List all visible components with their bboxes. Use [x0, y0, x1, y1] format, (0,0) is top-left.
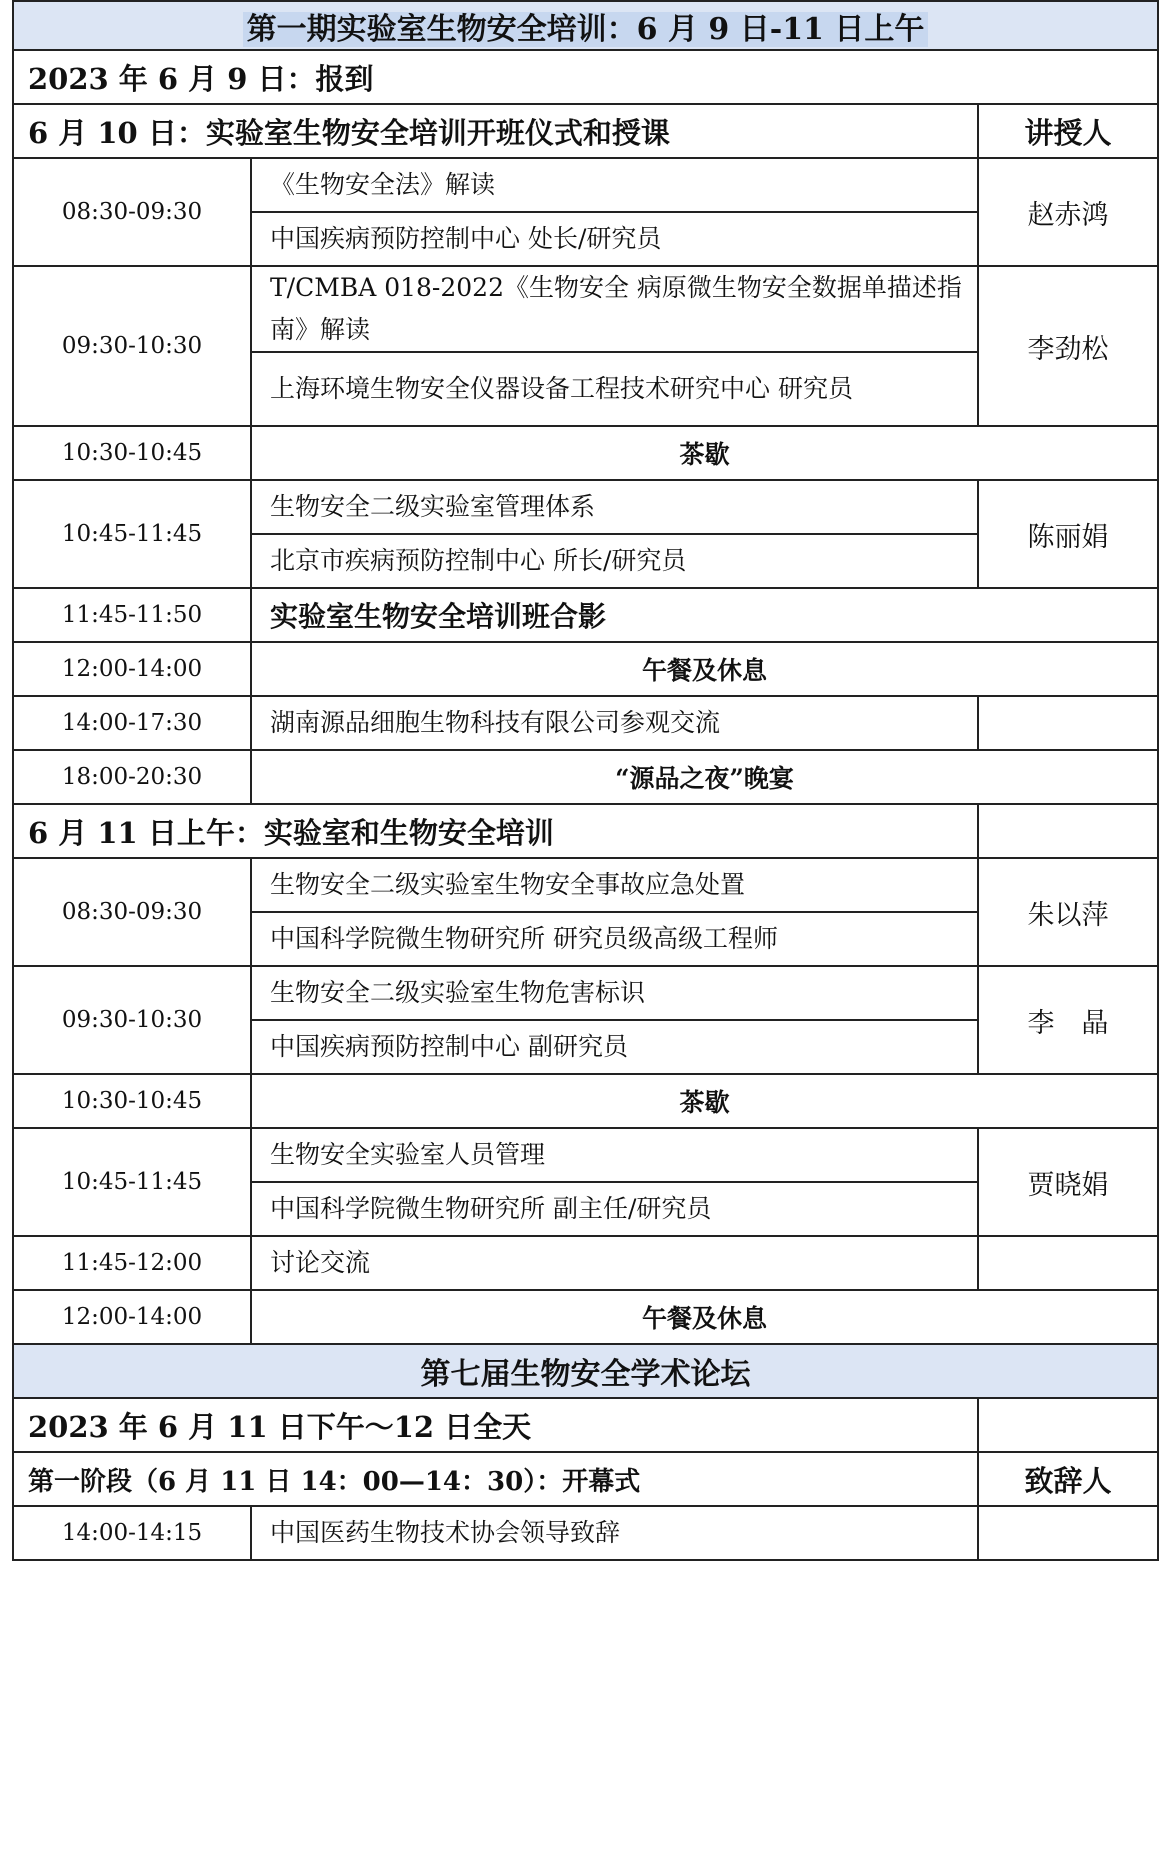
discussion-label: 讨论交流 [251, 1236, 978, 1290]
session-affiliation: 中国疾病预防控制中心 副研究员 [251, 1020, 978, 1074]
session-topic: 生物安全实验室人员管理 [251, 1128, 978, 1182]
schedule-table [12, 0, 1159, 1561]
session-row [13, 966, 1158, 1020]
session-row [13, 858, 1158, 912]
session-time: 08:30-09:30 [13, 158, 251, 266]
session-affiliation: 上海环境生物安全仪器设备工程技术研究中心 研究员 [251, 352, 978, 426]
tea-break-label: 茶歇 [251, 1074, 1158, 1128]
dinner-time: 18:00-20:30 [13, 750, 251, 804]
lunch-time: 12:00-14:00 [13, 642, 251, 696]
forum-title: 第七届生物安全学术论坛 [13, 1344, 1158, 1398]
empty-speaker-cell [978, 696, 1158, 750]
session-speaker: 赵赤鸿 [978, 158, 1158, 266]
session-affiliation: 中国疾病预防控制中心 处长/研究员 [251, 212, 978, 266]
session-time: 09:30-10:30 [13, 966, 251, 1074]
lunch-label: 午餐及休息 [251, 1290, 1158, 1344]
session-topic: 《生物安全法》解读 [251, 158, 978, 212]
break-time: 10:30-10:45 [13, 426, 251, 480]
tea-break-label: 茶歇 [251, 426, 1158, 480]
session-time: 10:45-11:45 [13, 480, 251, 588]
training-title: 第一期实验室生物安全培训：6 月 9 日-11 日上午 [243, 12, 929, 47]
stage1-header: 第一阶段（6 月 11 日 14：00—14：30）：开幕式 [13, 1452, 978, 1506]
break-time: 10:30-10:45 [13, 1074, 251, 1128]
session-row [13, 158, 1158, 212]
day1-header: 2023 年 6 月 9 日：报到 [13, 50, 1158, 104]
training-title-band [13, 1, 1158, 50]
session-speaker: 贾晓娟 [978, 1128, 1158, 1236]
visit-time: 14:00-17:30 [13, 696, 251, 750]
session-speaker: 朱以萍 [978, 858, 1158, 966]
session-time: 10:45-11:45 [13, 1128, 251, 1236]
session-topic: 生物安全二级实验室生物危害标识 [251, 966, 978, 1020]
day3-header: 6 月 11 日上午：实验室和生物安全培训 [13, 804, 978, 858]
session-time: 08:30-09:30 [13, 858, 251, 966]
session-row [13, 480, 1158, 534]
session-row [13, 1128, 1158, 1182]
session-affiliation: 中国科学院微生物研究所 研究员级高级工程师 [251, 912, 978, 966]
lunch-time: 12:00-14:00 [13, 1290, 251, 1344]
session-affiliation: 中国科学院微生物研究所 副主任/研究员 [251, 1182, 978, 1236]
visit-label: 湖南源品细胞生物科技有限公司参观交流 [251, 696, 978, 750]
day2-header: 6 月 10 日：实验室生物安全培训开班仪式和授课 [13, 104, 978, 158]
session-affiliation: 北京市疾病预防控制中心 所长/研究员 [251, 534, 978, 588]
session-speaker: 李劲松 [978, 266, 1158, 426]
opening-time: 14:00-14:15 [13, 1506, 251, 1560]
forum-date: 2023 年 6 月 11 日下午～12 日全天 [13, 1398, 978, 1452]
empty-speaker-cell [978, 1506, 1158, 1560]
session-speaker: 陈丽娟 [978, 480, 1158, 588]
opening-label: 中国医药生物技术协会领导致辞 [251, 1506, 978, 1560]
group-photo-label: 实验室生物安全培训班合影 [251, 588, 1158, 642]
session-speaker: 李 晶 [978, 966, 1158, 1074]
session-row [13, 266, 1158, 352]
empty-speaker-cell [978, 804, 1158, 858]
photo-time: 11:45-11:50 [13, 588, 251, 642]
empty-speaker-cell [978, 1398, 1158, 1452]
speaker-column-header: 讲授人 [978, 104, 1158, 158]
lunch-label: 午餐及休息 [251, 642, 1158, 696]
address-speaker-header: 致辞人 [978, 1452, 1158, 1506]
empty-speaker-cell [978, 1236, 1158, 1290]
session-time: 09:30-10:30 [13, 266, 251, 426]
dinner-label: “源品之夜”晚宴 [251, 750, 1158, 804]
session-topic: 生物安全二级实验室生物安全事故应急处置 [251, 858, 978, 912]
discussion-time: 11:45-12:00 [13, 1236, 251, 1290]
session-topic: T/CMBA 018-2022《生物安全 病原微生物安全数据单描述指南》解读 [251, 266, 978, 352]
session-topic: 生物安全二级实验室管理体系 [251, 480, 978, 534]
